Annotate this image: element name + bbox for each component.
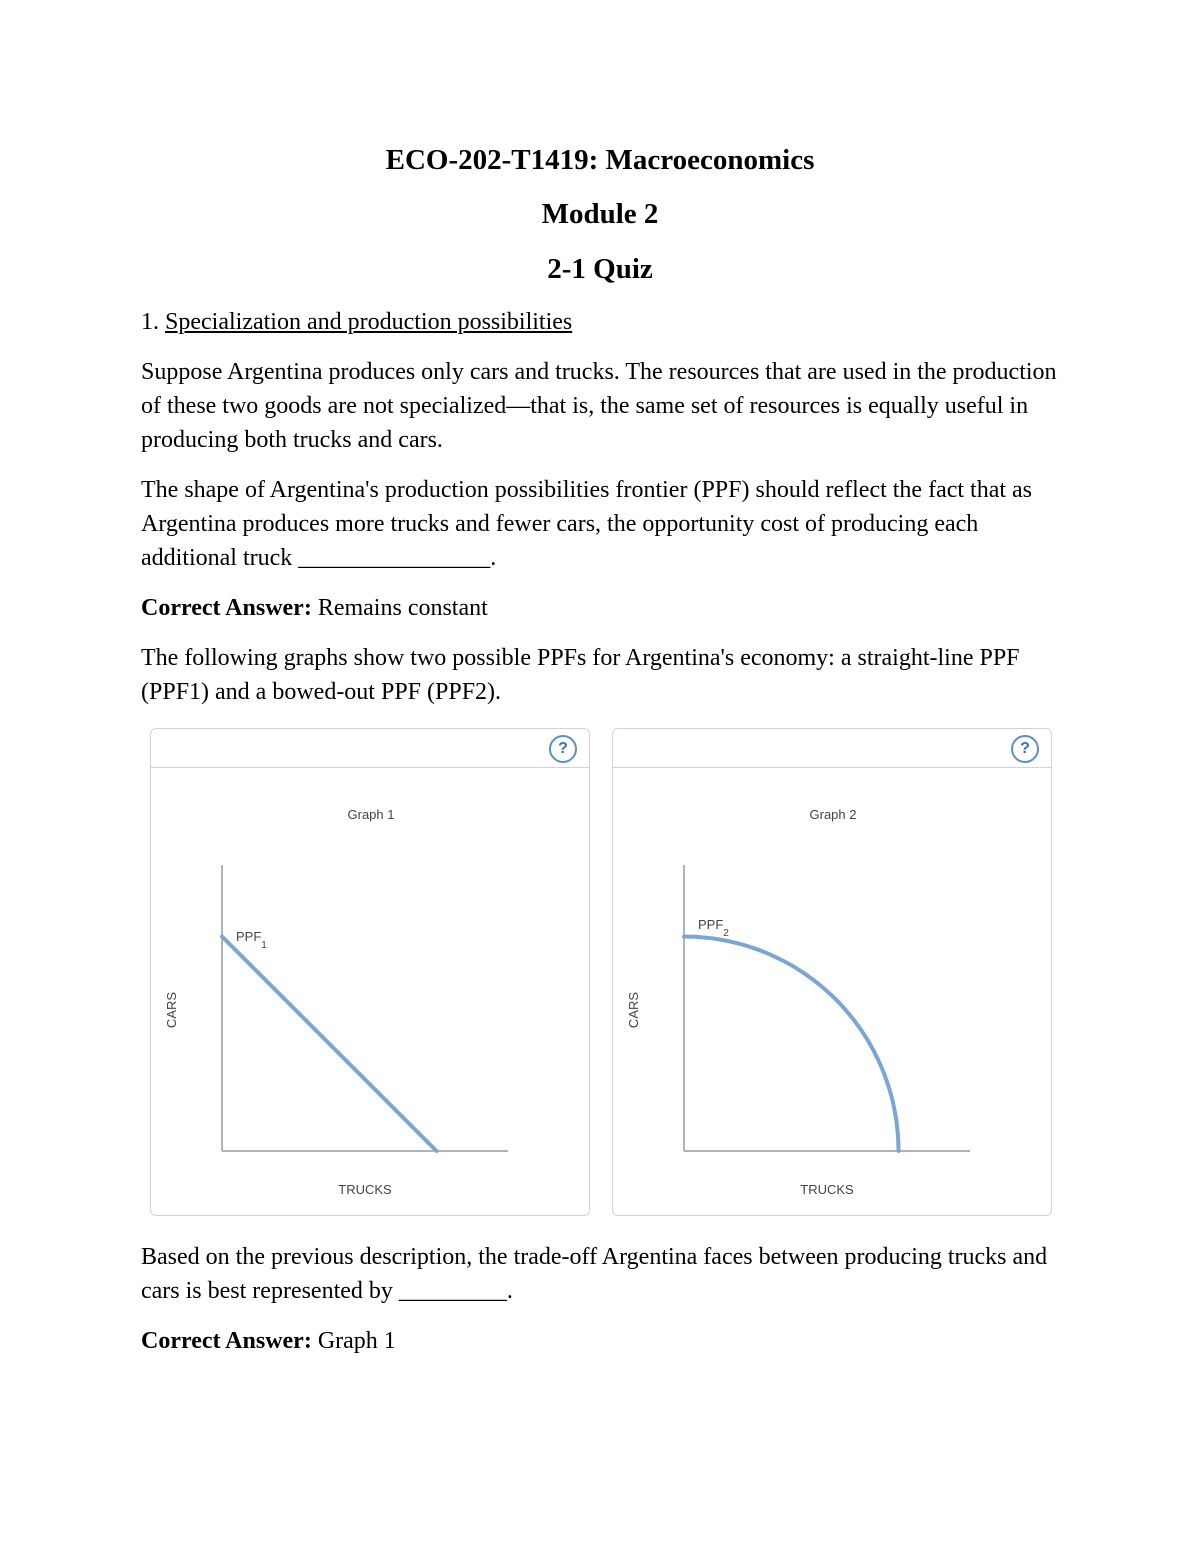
x-axis-label: TRUCKS — [338, 1182, 392, 1197]
ppf-2-curve — [684, 937, 899, 1152]
graph-2-svg — [613, 729, 1053, 1217]
question-paragraph-2: The shape of Argentina's production possibilities frontier (PPF) should reflect the fact that as Argentina produces more trucks and fewer cars, the opportunity cost of producing each additional truck ________________. — [141, 477, 1033, 571]
question-paragraph-3: The following graphs show two possible PPFs for Argentina's economy: a straight-line PPF (PPF1) and a bowed-out PPF (PPF2). — [141, 645, 1020, 705]
question-paragraph-4: Based on the previous description, the trade-off Argentina faces between producing trucks and cars is best represented by _________. — [141, 1244, 1048, 1304]
question-circle-icon[interactable]: ? — [549, 735, 577, 763]
answer-2-label: Correct Answer: — [141, 1328, 312, 1354]
ppf-1-label-name: PPF — [236, 929, 262, 944]
ppf-2-label-name: PPF — [698, 917, 724, 932]
graph-2-card — [612, 728, 1052, 1216]
x-axis-label: TRUCKS — [800, 1182, 854, 1197]
question-number: 1. — [141, 309, 159, 335]
ppf-1-curve — [222, 937, 437, 1152]
question-paragraph-1: Suppose Argentina produces only cars and trucks. The resources that are used in the production of these two goods are not specialized—that is, the same set of resources is equally useful in producing both trucks and cars. — [141, 359, 1057, 453]
question-circle-icon[interactable]: ? — [1011, 735, 1039, 763]
course-title: ECO-202-T1419: Macroeconomics — [385, 144, 815, 176]
graph-1-svg — [151, 729, 591, 1217]
answer-1-label: Correct Answer: — [141, 595, 312, 621]
answer-2 — [141, 1324, 1071, 1358]
answer-1 — [141, 591, 1071, 625]
ppf-2-label-subscript: 2 — [723, 928, 729, 939]
module-title: Module 2 — [541, 198, 659, 230]
ppf-1-label-subscript: 1 — [261, 940, 267, 951]
answer-1-value: Remains constant — [317, 595, 488, 621]
quiz-title: 2-1 Quiz — [547, 253, 653, 285]
chart-title: Graph 2 — [809, 807, 857, 822]
chart-title: Graph 1 — [347, 807, 395, 822]
graph-1-card — [150, 728, 590, 1216]
question-title: Specialization and production possibilities — [165, 309, 573, 335]
question-heading — [141, 305, 1071, 339]
ppf-1-label — [236, 929, 267, 951]
y-axis-label: CARS — [164, 991, 179, 1029]
y-axis-label: CARS — [626, 991, 641, 1029]
answer-2-value: Graph 1 — [317, 1328, 396, 1354]
